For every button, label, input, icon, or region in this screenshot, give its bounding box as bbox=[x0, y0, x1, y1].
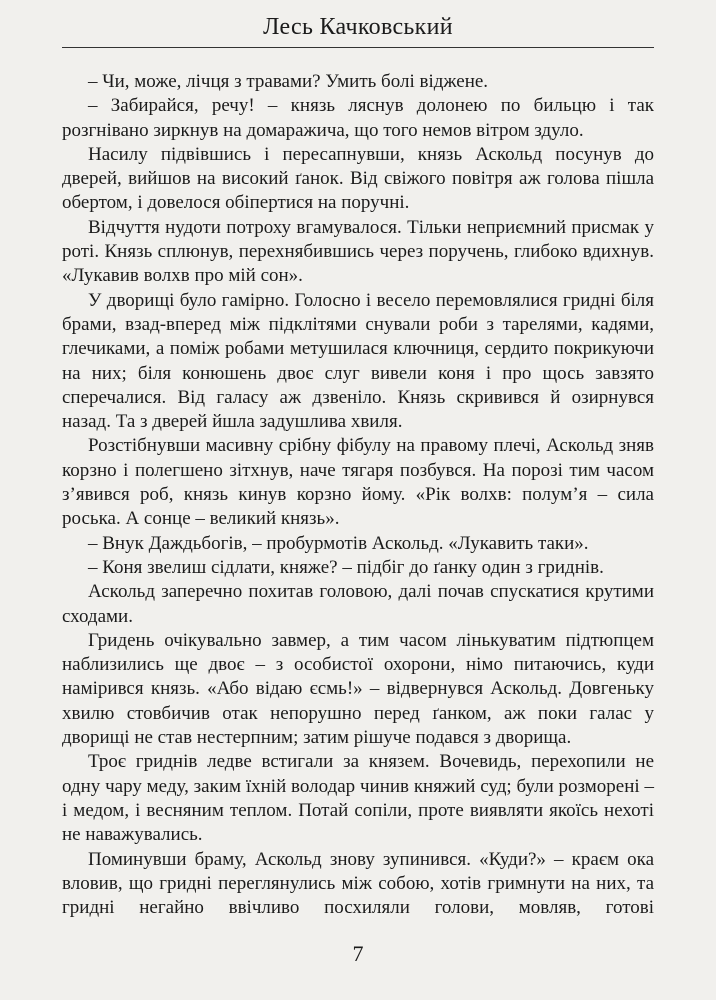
paragraph: – Забирайся, речу! – князь ляснув долонею по бильцю і так розгнівано зиркнув на домаражича, що того немов вітром здуло. bbox=[62, 95, 654, 141]
paragraph: Аскольд заперечно похитав головою, далі почав спускатися крутими сходами. bbox=[62, 581, 654, 627]
paragraph: Поминувши браму, Аскольд знову зупинився. «Куди?» – краєм ока вловив, що гридні переглянулись між собою, хотів гримнути на них, та гридні негайно ввічливо посхиляли голови, мовляв, готові bbox=[62, 848, 654, 919]
paragraph: – Чи, може, лічця з травами? Умить болі віджене. bbox=[88, 71, 489, 92]
paragraph: У дворищі було гамірно. Голосно і весело перемовлялися гридні біля брами, взад-вперед між підклітями снували роби з тарелями, кадями, глечиками, а поміж робами метушилася ключниця, сердито покрикуючи на них; біля конюшень двоє слуг вивели коня і про щось завзято сперечалися. Від галасу аж дзвеніло. Князь скривився й озирнувся назад. Та з дверей йшла задушлива хвиля. bbox=[62, 289, 654, 433]
header-divider bbox=[62, 47, 654, 48]
paragraph: Відчуття нудоти потроху вгамувалося. Тільки неприємний присмак у роті. Князь сплюнув, перехнябившись через поручень, глибоко вдихнув. «Лукавив волхв про мій сон». bbox=[62, 216, 654, 287]
paragraph: Насилу підвівшись і пересапнувши, князь Аскольд посунув до дверей, вийшов на високий ґанок. Від свіжого повітря аж голова пішла обертом, і довелося обіпертися на поручні. bbox=[62, 143, 654, 214]
paragraph: – Коня звелиш сідлати, княже? – підбіг до ґанку один з гриднів. bbox=[88, 556, 604, 578]
running-header: Лесь Качковський bbox=[263, 14, 453, 40]
paragraph: Розстібнувши масивну срібну фібулу на правому плечі, Аскольд зняв корзно і полегшено зітхнув, наче тягаря позбувся. На порозі тим часом з’явився роб, князь кинув корзно йому. «Рік волхв: полум’я – сила роська. А сонце – великий князь». bbox=[62, 435, 654, 530]
paragraph: Гридень очікувально завмер, а тим часом лінькуватим підтюпцем наблизились ще двоє – з особистої охорони, німо питаючись, куди намірився князь. «Або відаю єсмь!» – відвернувся Аскольд. Довгеньку хвилю стовбичив отак непорушно перед ґанком, аж поки галас у дворищі не став нестерпним; затим рішуче подався з дворища. bbox=[62, 629, 654, 749]
page-number: 7 bbox=[352, 941, 364, 966]
paragraph: – Внук Даждьбогів, – пробурмотів Аскольд. «Лукавить таки». bbox=[88, 532, 589, 554]
body-text bbox=[62, 70, 654, 920]
paragraph: Троє гриднів ледве встигали за князем. Вочевидь, перехопили не одну чару меду, заким їхній володар чинив княжий суд; були розморені – і медом, і весняним теплом. Потай сопіли, проте виявляти якоїсь нехоті не наважувались. bbox=[62, 751, 654, 846]
